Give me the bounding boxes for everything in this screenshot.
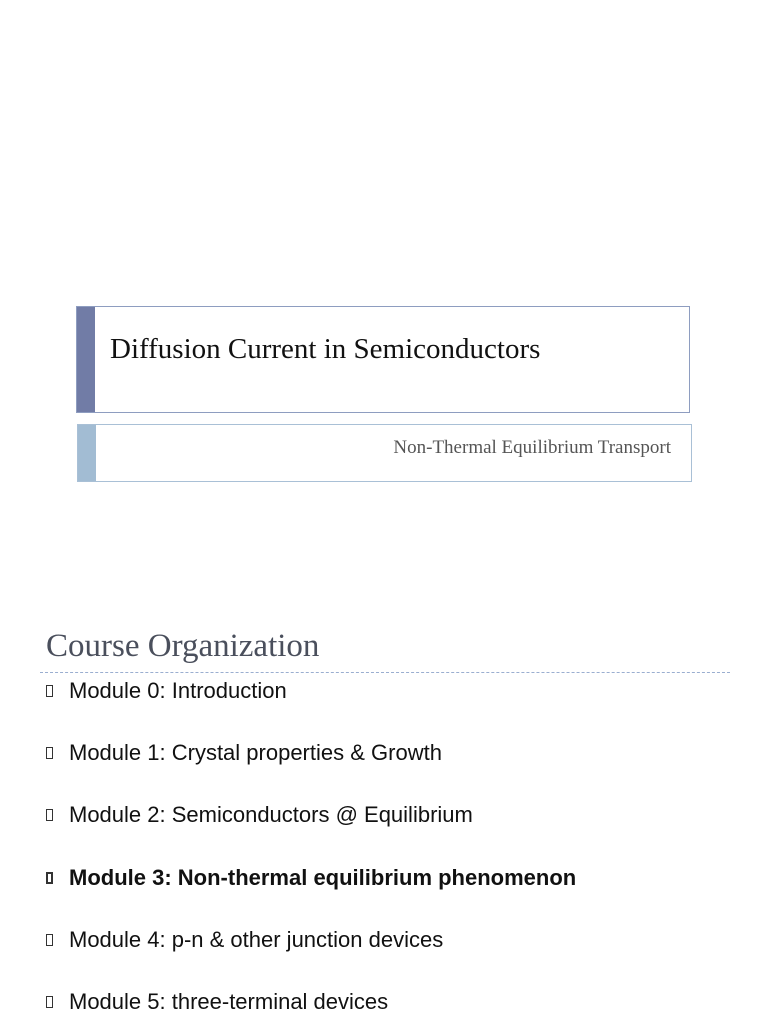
module-label: Module 1: Crystal properties & Growth [69,740,442,765]
module-label: Module 0: Introduction [69,678,287,703]
slide-subtitle: Non-Thermal Equilibrium Transport [393,437,671,458]
module-item-3 [46,865,576,891]
module-label: Module 2: Semiconductors @ Equilibrium [69,802,473,827]
module-label: Module 4: p-n & other junction devices [69,927,444,952]
module-item-5 [46,989,388,1015]
square-bullet-icon [46,747,53,759]
module-item-0 [46,678,287,704]
square-bullet-icon [46,996,53,1008]
module-item-2 [46,802,473,828]
module-item-1 [46,740,442,766]
square-bullet-icon [46,934,53,946]
course-heading: Course Organization [46,628,320,664]
module-label: Module 3: Non-thermal equilibrium phenomenon [69,865,577,890]
square-bullet-icon [46,872,53,884]
module-label: Module 5: three-terminal devices [69,989,389,1014]
slide-title: Diffusion Current in Semiconductors [110,333,541,365]
square-bullet-icon [46,809,53,821]
square-bullet-icon [46,685,53,697]
module-item-4 [46,927,443,953]
